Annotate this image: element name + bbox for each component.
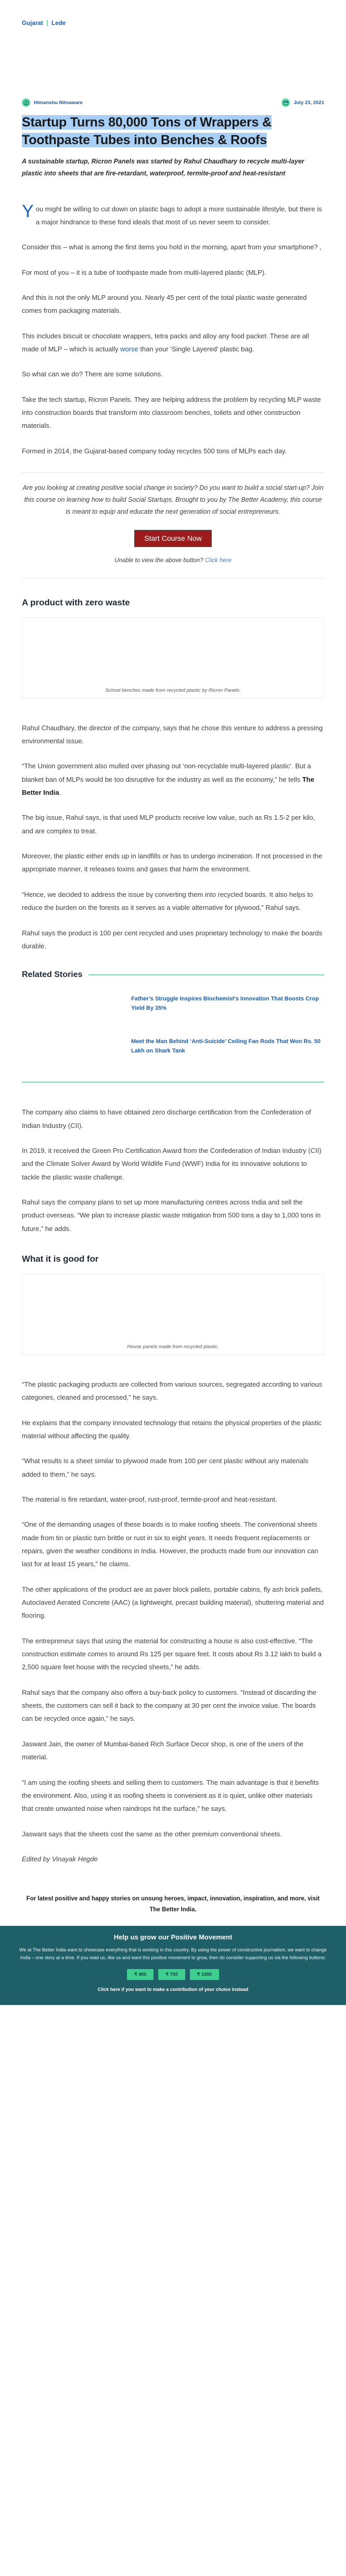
article-subtitle: A sustainable startup, Ricron Panels was started by Rahul Chaudhary to recycle multi-layer plastic into sheets that are fire-retardant, waterproof, termite-proof and heat-resistant (22, 158, 304, 177)
publish-date: July 23, 2021 (293, 99, 324, 106)
paragraph-intro-text: ou might be willing to cut down on plastic bags to adopt a more sustainable lifestyle, but there is a major hindrance to these fond ideals that most of us never seem to consider. (35, 205, 322, 226)
breadcrumb (0, 0, 346, 27)
paragraph: Formed in 2014, the Gujarat-based company today recycles 500 tons of MLPs each day. (22, 447, 287, 455)
paragraph-intro (22, 202, 324, 229)
related-stories-title: Related Stories (22, 970, 83, 980)
paragraph: The company also claims to have obtained zero discharge certification from the Confederation of Indian Industry (CII). (22, 1108, 311, 1130)
paragraph: “What results is a sheet similar to plywood made from 100 per cent plastic without any materials added to them,” he says. (22, 1457, 309, 1478)
paragraph-text: . (59, 789, 61, 797)
paragraph: Rahul Chaudhary, the director of the company, says that he chose this venture to address a pressing environmental issue. (22, 724, 323, 745)
paragraph: “I am using the roofing sheets and selling them to customers. The main advantage is that it benefits the environment. Also, using it as roofing sheets is convenient as it is quiet, unlike other materials that create unwanted noise when raindrops hit the surface,” he says. (22, 1778, 319, 1813)
paragraph: The big issue, Rahul says, is that used MLP products receive low value, such as Rs 1.5-2 per kilo, and are complex to treat. (22, 814, 315, 835)
drop-cap: Y (22, 201, 34, 221)
related-story-link[interactable]: Father’s Struggle Inspires Biochemist’s Innovation That Boosts Crop Yield By 35% (131, 996, 319, 1012)
paragraph: “One of the demanding usages of these boards is to make roofing sheets. The conventional sheets made from tin or plastic turn brittle or rust in six to eight years. It needs frequent replacements or repairs, given the weather conditions in India. However, the products made from our innovation can last for at least 15 years,” he claims. (22, 1520, 318, 1568)
course-promo-text: Are you looking at creating positive social change in society? Do you want to build a social start-up? Join this course on learning how to build Social Startups. Brought to you by The Better Academy, this course is meant to equip and educate the next generation of social entrepreneurs. (22, 484, 324, 516)
article-image (22, 618, 324, 684)
figure-caption: School benches made from recycled plastic by Ricron Panels. (105, 687, 241, 693)
course-promo (0, 482, 346, 564)
paragraph: Rahul says that the company also offers a buy-back policy to customers. “Instead of discarding the sheets, the customers can sell it back to the company at 30 per cent the invoice value. The boards can be recycled once again,” he says. (22, 1688, 317, 1723)
paragraph: “Hence, we decided to address the issue by converting them into recycled boards. It also helps to reduce the burden on the forests as it serves as a viable alternative for plywood,” Rahul says. (22, 890, 313, 912)
click-here-link[interactable]: Click here (204, 557, 232, 564)
support-banner-title: Help us grow our Positive Movement (113, 1933, 233, 1941)
related-story-item[interactable] (22, 1036, 324, 1065)
divider (22, 472, 324, 473)
paragraph: He explains that the company innovated technology that retains the physical properties of the plastic material without affecting the quality. (22, 1418, 322, 1440)
course-promo-fallback-text: Unable to view the above button? (114, 557, 203, 564)
user-circle-icon (22, 98, 30, 107)
start-course-button[interactable]: Start Course Now (134, 530, 211, 547)
paragraph: For most of you – it is a tube of toothpaste made from multi-layered plastic (MLP). (22, 268, 266, 276)
page-title (0, 114, 346, 149)
donate-400-button[interactable]: ₹ 400 (127, 1969, 153, 1980)
paragraph: Rahul says the product is 100 per cent recycled and uses proprietary technology to make the boards durable. (22, 929, 323, 950)
inline-link-worse[interactable]: worse (120, 345, 138, 353)
breadcrumb-item-lede[interactable]: Lede (51, 20, 66, 27)
paragraph: And this is not the only MLP around you. Nearly 45 per cent of the total plastic waste generated comes from packaging materials. (22, 293, 307, 315)
paragraph: Take the tech startup, Ricron Panels. They are helping address the problem by recycling MLP waste into construction boards that transform into classroom benches, toilets and other construction materials. (22, 395, 321, 430)
calendar-icon (281, 98, 290, 107)
donate-1000-button[interactable]: ₹ 1000 (190, 1969, 219, 1980)
paragraph: Rahul says the company plans to set up more manufacturing centres across India and sell the product overseas. “We plan to increase plastic waste mitigation from 500 tons a day to 1,000 tons in future,” he adds. (22, 1198, 321, 1233)
byline-author[interactable] (22, 98, 83, 107)
related-story-thumbnail (22, 993, 124, 1022)
article-body-section1 (0, 721, 346, 953)
course-promo-fallback (22, 557, 324, 564)
paragraph: The entrepreneur says that using the material for constructing a house is also cost-effective. “The construction estimate comes to around Rs 125 per square feet. It costs about Rs 3.12 lakh to build a 2,500 square feet house with the recycled sheets,” he adds. (22, 1636, 322, 1671)
paragraph-text: than your ‘Single Layered’ plastic bag. (138, 345, 254, 353)
support-banner-body: We at The Better India want to showcase everything that is working in this country. By using the power of constructive journalism, we want to change India – one story at a time. If you read us, like us and want this positive movement to grow, then do consider supporting us via the following buttons: (19, 1947, 327, 1961)
donate-700-button[interactable]: ₹ 700 (158, 1969, 185, 1980)
figure-caption: House panels made from recycled plastic. (127, 1343, 219, 1350)
figure-school-benches (22, 617, 324, 699)
paragraph: The other applications of the product are as paver block pallets, portable cabins, fly ash brick pallets, Autoclaved Aerated Concrete (AAC) (a lightweight, precast building material), shuttering material and flooring. (22, 1585, 324, 1620)
section-heading-zero-waste: A product with zero waste (22, 597, 130, 607)
paragraph-text: “The Union government also mulled over phasing out ‘non-recyclable multi-layered plastic’. But a blanket ban of MLPs would be too disruptive for the industry as well as the economy,” he tells (22, 762, 311, 783)
related-stories-rule (88, 974, 324, 975)
author-name: Himanshu Nitnaware (34, 99, 83, 106)
footer-visit-note: For latest positive and happy stories on unsung heroes, impact, innovation, inspiration, and more, visit The Better India. (26, 1896, 320, 1913)
divider (22, 578, 324, 579)
course-promo-button-wrap (22, 530, 324, 547)
article-body-top (0, 202, 346, 458)
paragraph: The material is fire retardant, water-proof, rust-proof, termite-proof and heat-resistant. (22, 1495, 277, 1503)
support-banner (0, 1926, 346, 2006)
paragraph (22, 759, 324, 799)
article-body-section1-cont (0, 1106, 346, 1235)
paragraph: Jaswant Jain, the owner of Mumbai-based Rich Surface Decor shop, is one of the users of the material. (22, 1740, 304, 1761)
custom-contribution-link[interactable]: Click here if you want to make a contribution of your choice instead (97, 1987, 249, 1993)
paragraph: So what can we do? There are some solutions. (22, 370, 163, 378)
related-story-link[interactable]: Meet the Man Behind ‘Anti-Suicide’ Ceiling Fan Rods That Won Rs. 50 Lakh on Shark Tank (131, 1038, 321, 1055)
paragraph: “The plastic packaging products are collected from various sources, segregated according to various categories, cleaned and processed,” he says. (22, 1380, 323, 1402)
figure-house-panels (22, 1274, 324, 1355)
support-amount-buttons (16, 1969, 330, 1980)
article-body-section2 (0, 1378, 346, 1866)
paragraph-text: This includes biscuit or chocolate wrappers, tetra packs and alloy any food packet. These are all made of MLP – which is actually (22, 332, 309, 353)
breadcrumb-separator (47, 20, 48, 26)
article-image (22, 1274, 324, 1341)
related-stories-header (22, 970, 324, 980)
paragraph: Consider this – what is among the first items you hold in the morning, apart from your smartphone? , (22, 243, 322, 251)
byline (0, 98, 346, 107)
byline-date (281, 98, 324, 107)
breadcrumb-item-gujarat[interactable]: Gujarat (22, 20, 43, 27)
related-stories-bottom-rule (22, 1082, 324, 1083)
related-stories (22, 970, 324, 1083)
editor-credit: Edited by Vinayak Hegde (22, 1855, 98, 1863)
paragraph (22, 329, 324, 356)
paragraph: In 2019, it received the Green Pro Certification Award from the Confederation of Indian Industry (CII) and the Climate Solver Award by World Wildlife Fund (WWF) India for its innovative solutions to tackle the plastic waste challenge. (22, 1146, 322, 1181)
related-story-thumbnail (22, 1036, 124, 1065)
related-story-item[interactable] (22, 993, 324, 1022)
paragraph: Jaswant says that the sheets cost the same as the other premium conventional sheets. (22, 1830, 283, 1838)
brand-name: The Better India (22, 775, 314, 797)
paragraph: Moreover, the plastic either ends up in landfills or has to undergo incineration. If not processed in the appropriate manner, it releases toxins and gases that harm the environment. (22, 852, 323, 873)
section-heading-good-for: What it is good for (22, 1253, 99, 1264)
page-title-text: Startup Turns 80,000 Tons of Wrappers & Toothpaste Tubes into Benches & Roofs (22, 115, 272, 147)
